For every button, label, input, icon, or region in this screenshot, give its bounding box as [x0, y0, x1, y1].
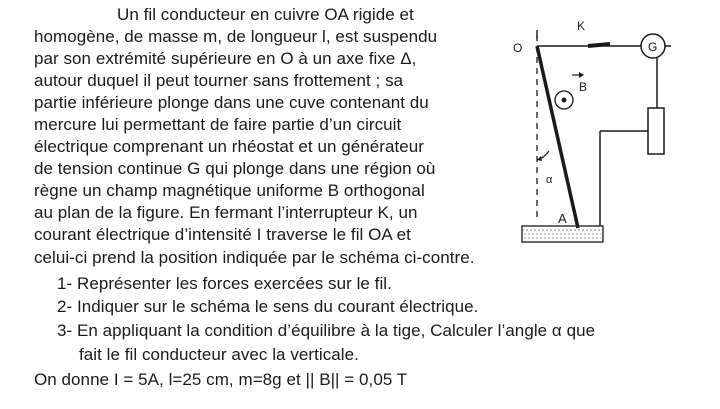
conductor-oa — [537, 46, 578, 228]
paragraph-line-3: par son extrémité supérieure en O à un axe fixe Δ, — [34, 49, 417, 68]
question-3-continuation: fait le fil conducteur avec la verticale. — [79, 345, 359, 364]
paragraph-line-4: autour duquel il peut tourner sans frottement ; sa — [34, 71, 404, 90]
magnetic-field-dot — [562, 98, 567, 103]
label-b: B — [579, 80, 588, 94]
paragraph-line-11: courant électrique d’intensité I traverse le fil OA et — [34, 225, 411, 244]
paragraph-line-12: celui-ci prend la position indiquée par le schéma ci-contre. — [34, 248, 475, 267]
paragraph-line-5: partie inférieure plonge dans une cuve contenant du — [34, 93, 429, 112]
paragraph-line-1: Un fil conducteur en cuivre OA rigide et — [117, 5, 414, 24]
label-g: G — [648, 40, 658, 54]
question-2: 2- Indiquer sur le schéma le sens du courant électrique. — [57, 297, 479, 316]
circuit-figure — [500, 8, 720, 258]
question-1: 1- Représenter les forces exercées sur le fil. — [57, 274, 392, 293]
b-vector-arrowhead — [579, 72, 584, 78]
question-3: 3- En appliquant la condition d’équilibre à la tige, Calculer l’angle α que — [57, 321, 596, 340]
label-o: O — [513, 41, 523, 55]
paragraph-line-7: électrique comprenant un rhéostat et un générateur — [34, 137, 424, 156]
paragraph-line-9: règne un champ magnétique uniforme B orthogonal — [34, 181, 425, 200]
mercury-tank — [522, 226, 603, 242]
paragraph-line-6: mercure lui permettant de faire partie d’un circuit — [34, 115, 402, 134]
paragraph-line-2: homogène, de masse m, de longueur l, est suspendu — [34, 27, 438, 46]
given-values: On donne I = 5A, l=25 cm, m=8g et || B|| = 0,05 T — [34, 370, 408, 389]
rheostat — [648, 108, 664, 154]
label-k: K — [577, 19, 586, 33]
circuit-diagram — [500, 8, 720, 258]
switch-k[interactable] — [588, 44, 610, 46]
label-a: A — [558, 211, 567, 226]
paragraph-line-10: au plan de la figure. En fermant l’interrupteur K, un — [34, 203, 418, 222]
label-alpha: α — [546, 174, 553, 186]
paragraph-line-8: de tension continue G qui plonge dans une région où — [34, 159, 436, 178]
